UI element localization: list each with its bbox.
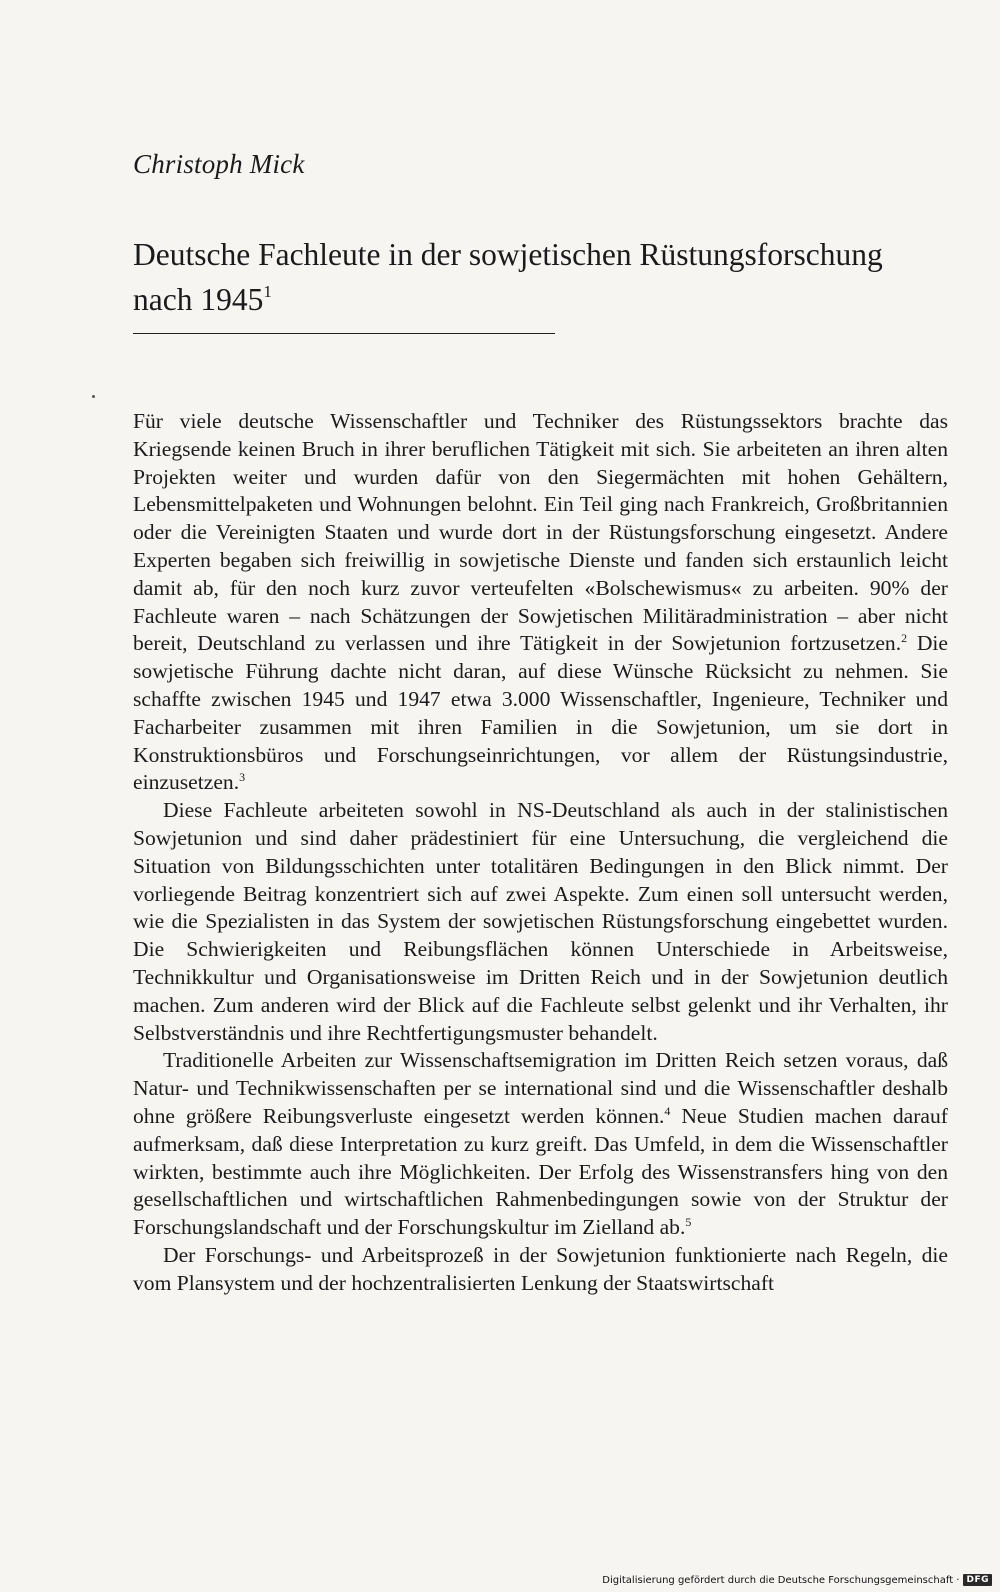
paragraph-1-text-b: Die sowjetische Führung dachte nicht daran, auf diese Wünsche Rücksicht zu nehmen. Sie schaffte zwischen 1945 und 1947 etwa 3.000 Wissenschaftler, Ingenieure, Techniker und Facharbeiter zusammen mit ihren Familien in die Sowjetunion, um sie dort in Konstruktionsbüros und Forschungseinrichtungen, vor allem der Rüstungsindustrie, einzusetzen.: [133, 631, 948, 795]
margin-dot: [92, 395, 95, 398]
footer-text: Digitalisierung gefördert durch die Deutsche Forschungsgemeinschaft ·: [602, 1574, 960, 1586]
title-footnote-mark: 1: [263, 282, 272, 301]
paragraph-2-text: Diese Fachleute arbeiteten sowohl in NS-Deutschland als auch in der stalinistischen Sowjetunion und sind daher prädestiniert für eine Untersuchung, die vergleichend die Situation von Bildungsschichten unter totalitären Bedingungen in den Blick nimmt. Der vorliegende Beitrag konzentriert sich auf zwei Aspekte. Zum einen soll untersucht werden, wie die Spezialisten in das System der sowjetischen Rüstungsforschung eingebettet wurden. Die Schwierigkeiten und Reibungsflächen können Unterschiede in Arbeitsweise, Technikkultur und Organisationsweise im Dritten Reich und in der Sowjetunion deutlich machen. Zum anderen wird der Blick auf die Fachleute selbst gelenkt und ihr Verhalten, ihr Selbstverständnis und ihre Rechtfertigungsmuster behandelt.: [133, 798, 948, 1045]
author-name: Christoph Mick: [133, 149, 305, 179]
footnote-mark-4: 4: [664, 1103, 671, 1118]
digitization-footer: [602, 1574, 992, 1586]
paragraph-1: [133, 408, 948, 797]
title-divider: [133, 333, 555, 334]
paragraph-3-text-a: Traditionelle Arbeiten zur Wissenschaftsemigration im Dritten Reich setzen voraus, daß Natur- und Technikwissenschaften per se international sind und die Wissenschaftler deshalb ohne größere Reibungsverluste eingesetzt werden können.: [133, 1048, 948, 1128]
chapter-title-text: Deutsche Fachleute in der sowjetischen Rüstungsforschung nach 1945: [133, 237, 883, 317]
body-text: [133, 408, 948, 1298]
paragraph-4: [133, 1242, 948, 1298]
footnote-mark-2: 2: [901, 631, 908, 646]
paragraph-3-text-b: Neue Studien machen darauf aufmerksam, daß diese Interpretation zu kurz greift. Das Umfeld, in dem die Wissenschaftler wirkten, bestimmte auch ihre Möglichkeiten. Der Erfolg des Wissenstransfers hing von den gesellschaftlichen und wirtschaftlichen Rahmenbedingungen sowie von der Struktur der Forschungslandschaft und der Forschungskultur im Zielland ab.: [133, 1103, 948, 1240]
paragraph-3: [133, 1047, 948, 1242]
footnote-mark-3: 3: [239, 770, 246, 785]
chapter-title: [133, 232, 933, 322]
footnote-mark-5: 5: [685, 1215, 692, 1230]
dfg-logo-icon: DFG: [963, 1574, 992, 1586]
paragraph-4-text: Der Forschungs- und Arbeitsprozeß in der Sowjetunion funktionierte nach Regeln, die vom Plansystem und der hochzentralisierten Lenkung der Staatswirtschaft: [133, 1242, 948, 1295]
paragraph-1-text-a: Für viele deutsche Wissenschaftler und Techniker des Rüstungssektors brachte das Kriegsende keinen Bruch in ihrer beruflichen Tätigkeit mit sich. Sie arbeiteten an ihren alten Projekten weiter und wurden dafür von den Siegermächten mit hohen Gehältern, Lebensmittelpaketen und Wohnungen belohnt. Ein Teil ging nach Frankreich, Großbritannien oder die Vereinigten Staaten und wurde dort in der Rüstungsforschung eingesetzt. Andere Experten begaben sich freiwillig in sowjetische Dienste und fanden sich erstaunlich leicht damit ab, für den noch kurz zuvor verteufelten «Bolschewismus« zu arbeiten. 90% der Fachleute waren – nach Schätzungen der Sowjetischen Militäradministration – aber nicht bereit, Deutschland zu verlassen und ihre Tätigkeit in der Sowjetunion fortzusetzen.: [133, 409, 948, 656]
paragraph-2: [133, 797, 948, 1047]
